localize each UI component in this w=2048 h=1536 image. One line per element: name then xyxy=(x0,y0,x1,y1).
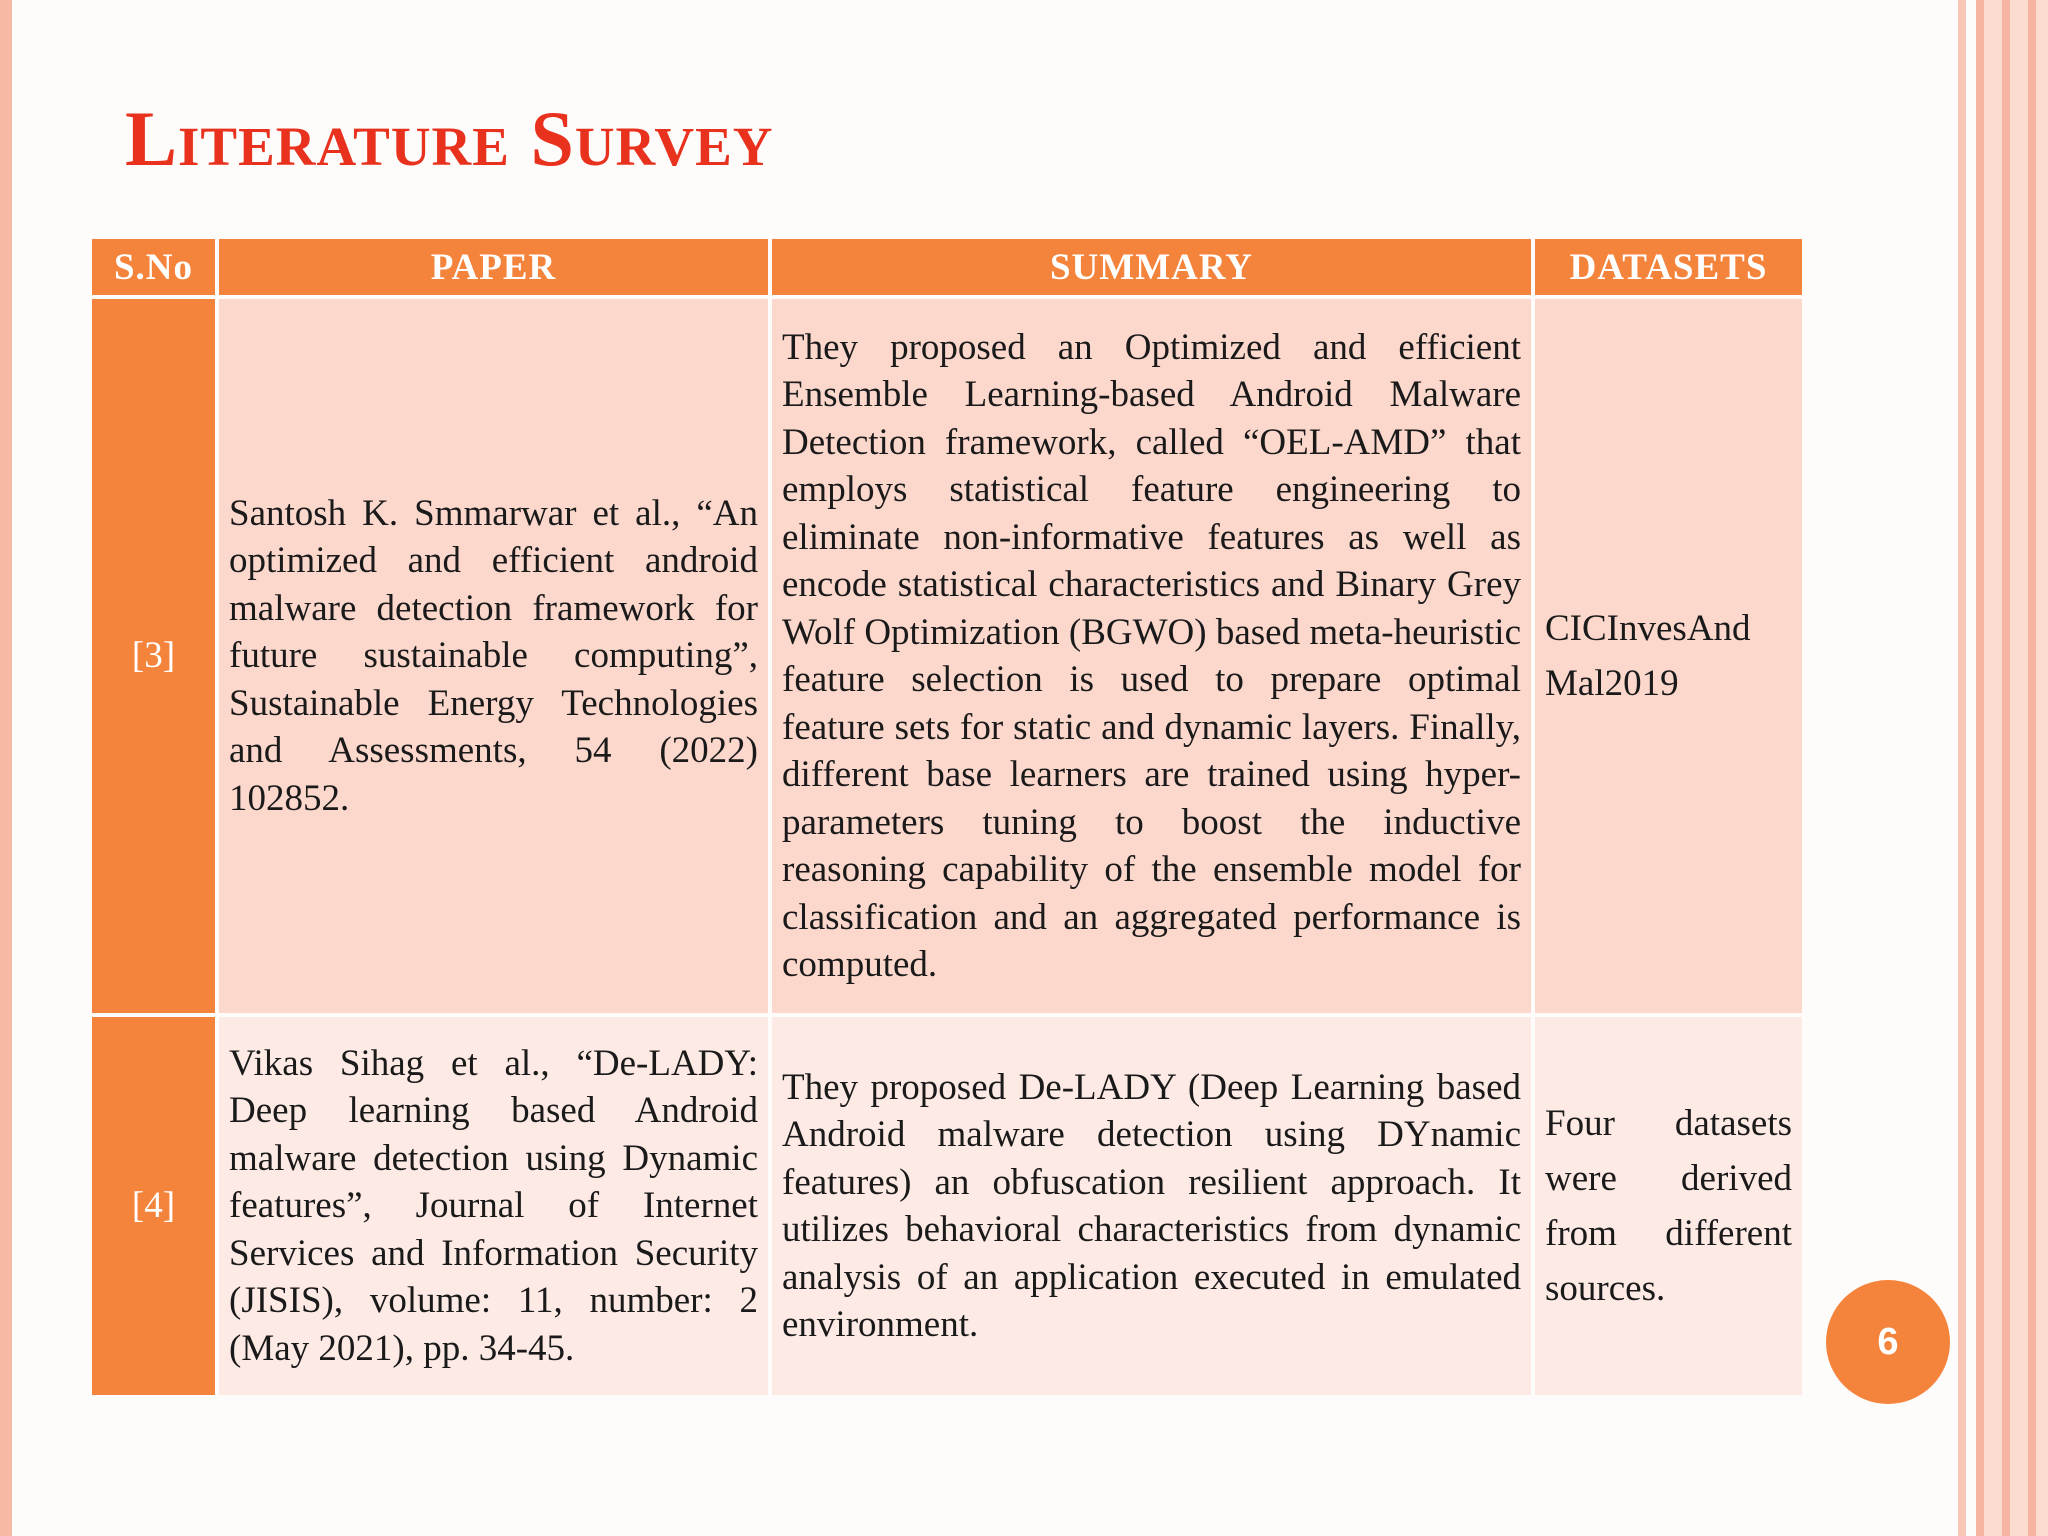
page-number-badge: 6 xyxy=(1826,1280,1950,1404)
literature-survey-table xyxy=(88,235,1806,1399)
cell-paper: Vikas Sihag et al., “De-LADY: Deep learning based Android malware detection using Dynamic features”, Journal of Internet Services and Information Security (JISIS), volume: 11, number: 2 (May 2021), pp. 34-45. xyxy=(219,1017,768,1395)
header-sno: S.No xyxy=(92,239,215,295)
header-datasets: DATASETS xyxy=(1535,239,1802,295)
right-decorative-stripes xyxy=(1958,0,2048,1536)
table-row xyxy=(92,299,1802,1013)
left-decorative-border xyxy=(0,0,12,1536)
header-paper: PAPER xyxy=(219,239,768,295)
cell-sno: [3] xyxy=(92,299,215,1013)
table-header-row xyxy=(92,239,1802,295)
slide-title: Literature Survey xyxy=(125,95,774,182)
cell-sno: [4] xyxy=(92,1017,215,1395)
cell-paper: Santosh K. Smmarwar et al., “An optimized and efficient android malware detection framework for future sustainable computing”, Sustainable Energy Technologies and Assessments, 54 (2022) 102852. xyxy=(219,299,768,1013)
cell-datasets: Four datasets were derived from different sources. xyxy=(1535,1017,1802,1395)
table-row xyxy=(92,1017,1802,1395)
cell-summary: They proposed an Optimized and efficient Ensemble Learning-based Android Malware Detection framework, called “OEL-AMD” that employs statistical feature engineering to eliminate non-informative features as well as encode statistical characteristics and Binary Grey Wolf Optimization (BGWO) based meta-heuristic feature selection is used to prepare optimal feature sets for static and dynamic layers. Finally, different base learners are trained using hyper-parameters tuning to boost the inductive reasoning capability of the ensemble model for classification and an aggregated performance is computed. xyxy=(772,299,1531,1013)
header-summary: SUMMARY xyxy=(772,239,1531,295)
cell-summary: They proposed De-LADY (Deep Learning based Android malware detection using DYnamic features) an obfuscation resilient approach. It utilizes behavioral characteristics from dynamic analysis of an application executed in emulated environment. xyxy=(772,1017,1531,1395)
cell-datasets: CICInvesAnd Mal2019 xyxy=(1535,299,1802,1013)
